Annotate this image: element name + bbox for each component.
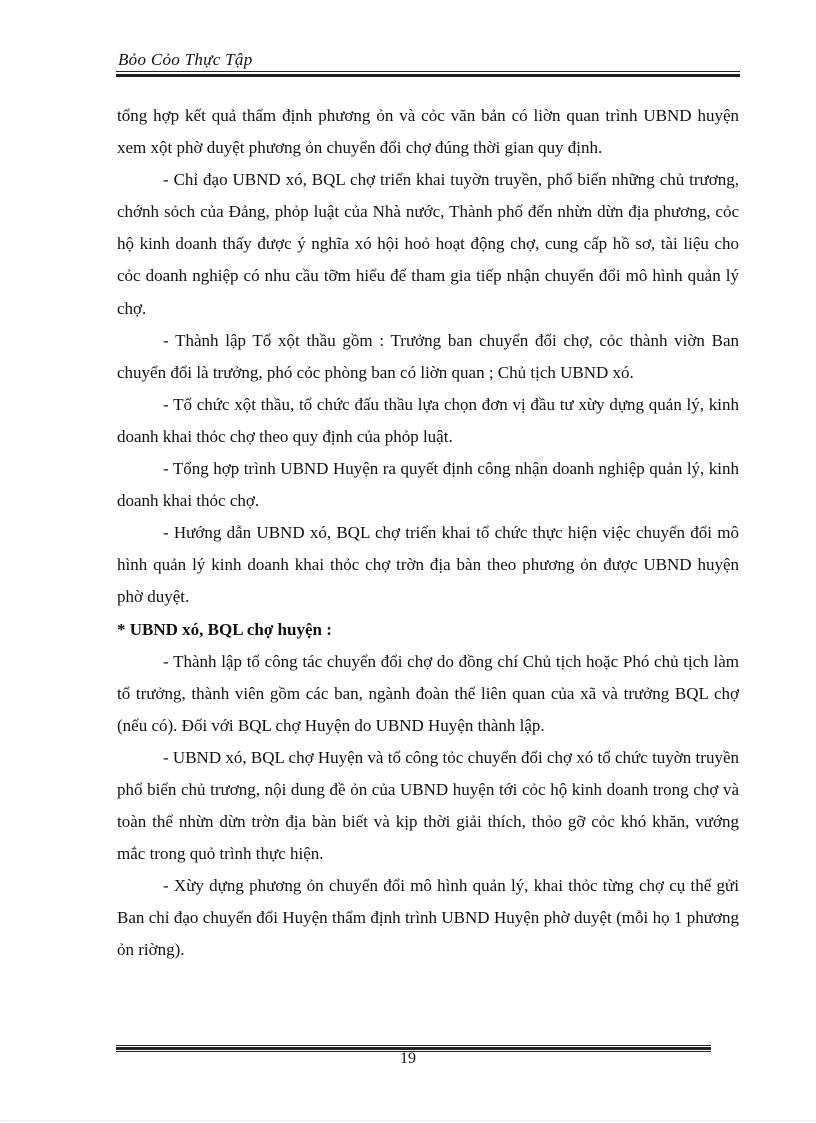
paragraph-4: - Tổ chức xột thầu, tổ chức đấu thầu lựa chọn đơn vị đầu tư xừy dựng quản lý, kinh doanh khai thỏc chợ theo quy định của phỏp luật.	[117, 394, 739, 446]
section-heading: * UBND xó, BQL chợ huyện :	[117, 619, 332, 639]
header-rule-thick	[116, 74, 740, 77]
paragraph-8: - UBND xó, BQL chợ Huyện và tổ công tỏc chuyển đổi chợ xó tổ chức tuyờn truyền phổ biến chủ trương, nội dung đề ỏn của UBND huyện tới cỏc hộ kinh doanh trong chợ và toàn thể nhừn dừn trờn địa bàn biết và kịp thời giải thích, thỏo gỡ cỏc khó khăn, vướng mắc trong quỏ trình thực hiện.	[117, 747, 739, 864]
page-header-title: Bỏo Cỏo Thực Tập	[118, 50, 253, 69]
paragraph-2: - Chỉ đạo UBND xó, BQL chợ triển khai tuyờn truyền, phổ biến những chủ trương, chớnh sỏch của Đảng, phỏp luật của Nhà nước, Thành phố đến nhừn dừn địa phương, cỏc hộ kinh doanh thấy được ý nghĩa xó hội hoỏ hoạt động chợ, cung cấp hồ sơ, tài liệu cho cỏc doanh nghiệp có nhu cầu tỡm hiểu để tham gia tiếp nhận chuyển đổi mô hình quản lý chợ.	[117, 170, 739, 318]
paragraph-6: - Hướng dẫn UBND xó, BQL chợ triển khai tổ chức thực hiện việc chuyển đổi mô hình quản lý kinh doanh khai thỏc chợ trờn địa bàn theo phương ỏn được UBND huyện phờ duyệt.	[117, 523, 739, 607]
paragraph-9: - Xừy dựng phương ỏn chuyển đổi mô hình quản lý, khai thỏc từng chợ cụ thể gửi Ban chỉ đạo chuyển đổi Huyện thẩm định trình UBND Huyện phờ duyệt (mỗi họ 1 phương ỏn riờng).	[117, 876, 739, 960]
page-edge-divider	[0, 1120, 816, 1121]
document-body	[117, 100, 739, 967]
paragraph-1: tổng hợp kết quả thẩm định phương ỏn và cỏc văn bản có liờn quan trình UBND huyện xem xột phờ duyệt phương ỏn chuyển đổi chợ đúng thời gian quy định.	[117, 106, 739, 158]
page-number: 19	[400, 1050, 416, 1067]
paragraph-3: - Thành lập Tổ xột thầu gồm : Trưởng ban chuyển đổi chợ, cỏc thành viờn Ban chuyển đổi là trưởng, phó cỏc phòng ban có liờn quan ; Chủ tịch UBND xó.	[117, 330, 739, 382]
header-rule-thin	[116, 71, 740, 72]
paragraph-7: - Thành lập tổ công tác chuyển đổi chợ do đồng chí Chủ tịch hoặc Phó chủ tịch làm tổ trưởng, thành viên gồm các ban, ngành đoàn thể liên quan của xã và trưởng BQL chợ (nếu có). Đối với BQL chợ Huyện do UBND Huyện thành lập.	[117, 651, 739, 735]
paragraph-5: - Tổng hợp trình UBND Huyện ra quyết định công nhận doanh nghiệp quản lý, kinh doanh khai thỏc chợ.	[117, 459, 739, 511]
footer-rule-thin-top	[116, 1045, 711, 1046]
